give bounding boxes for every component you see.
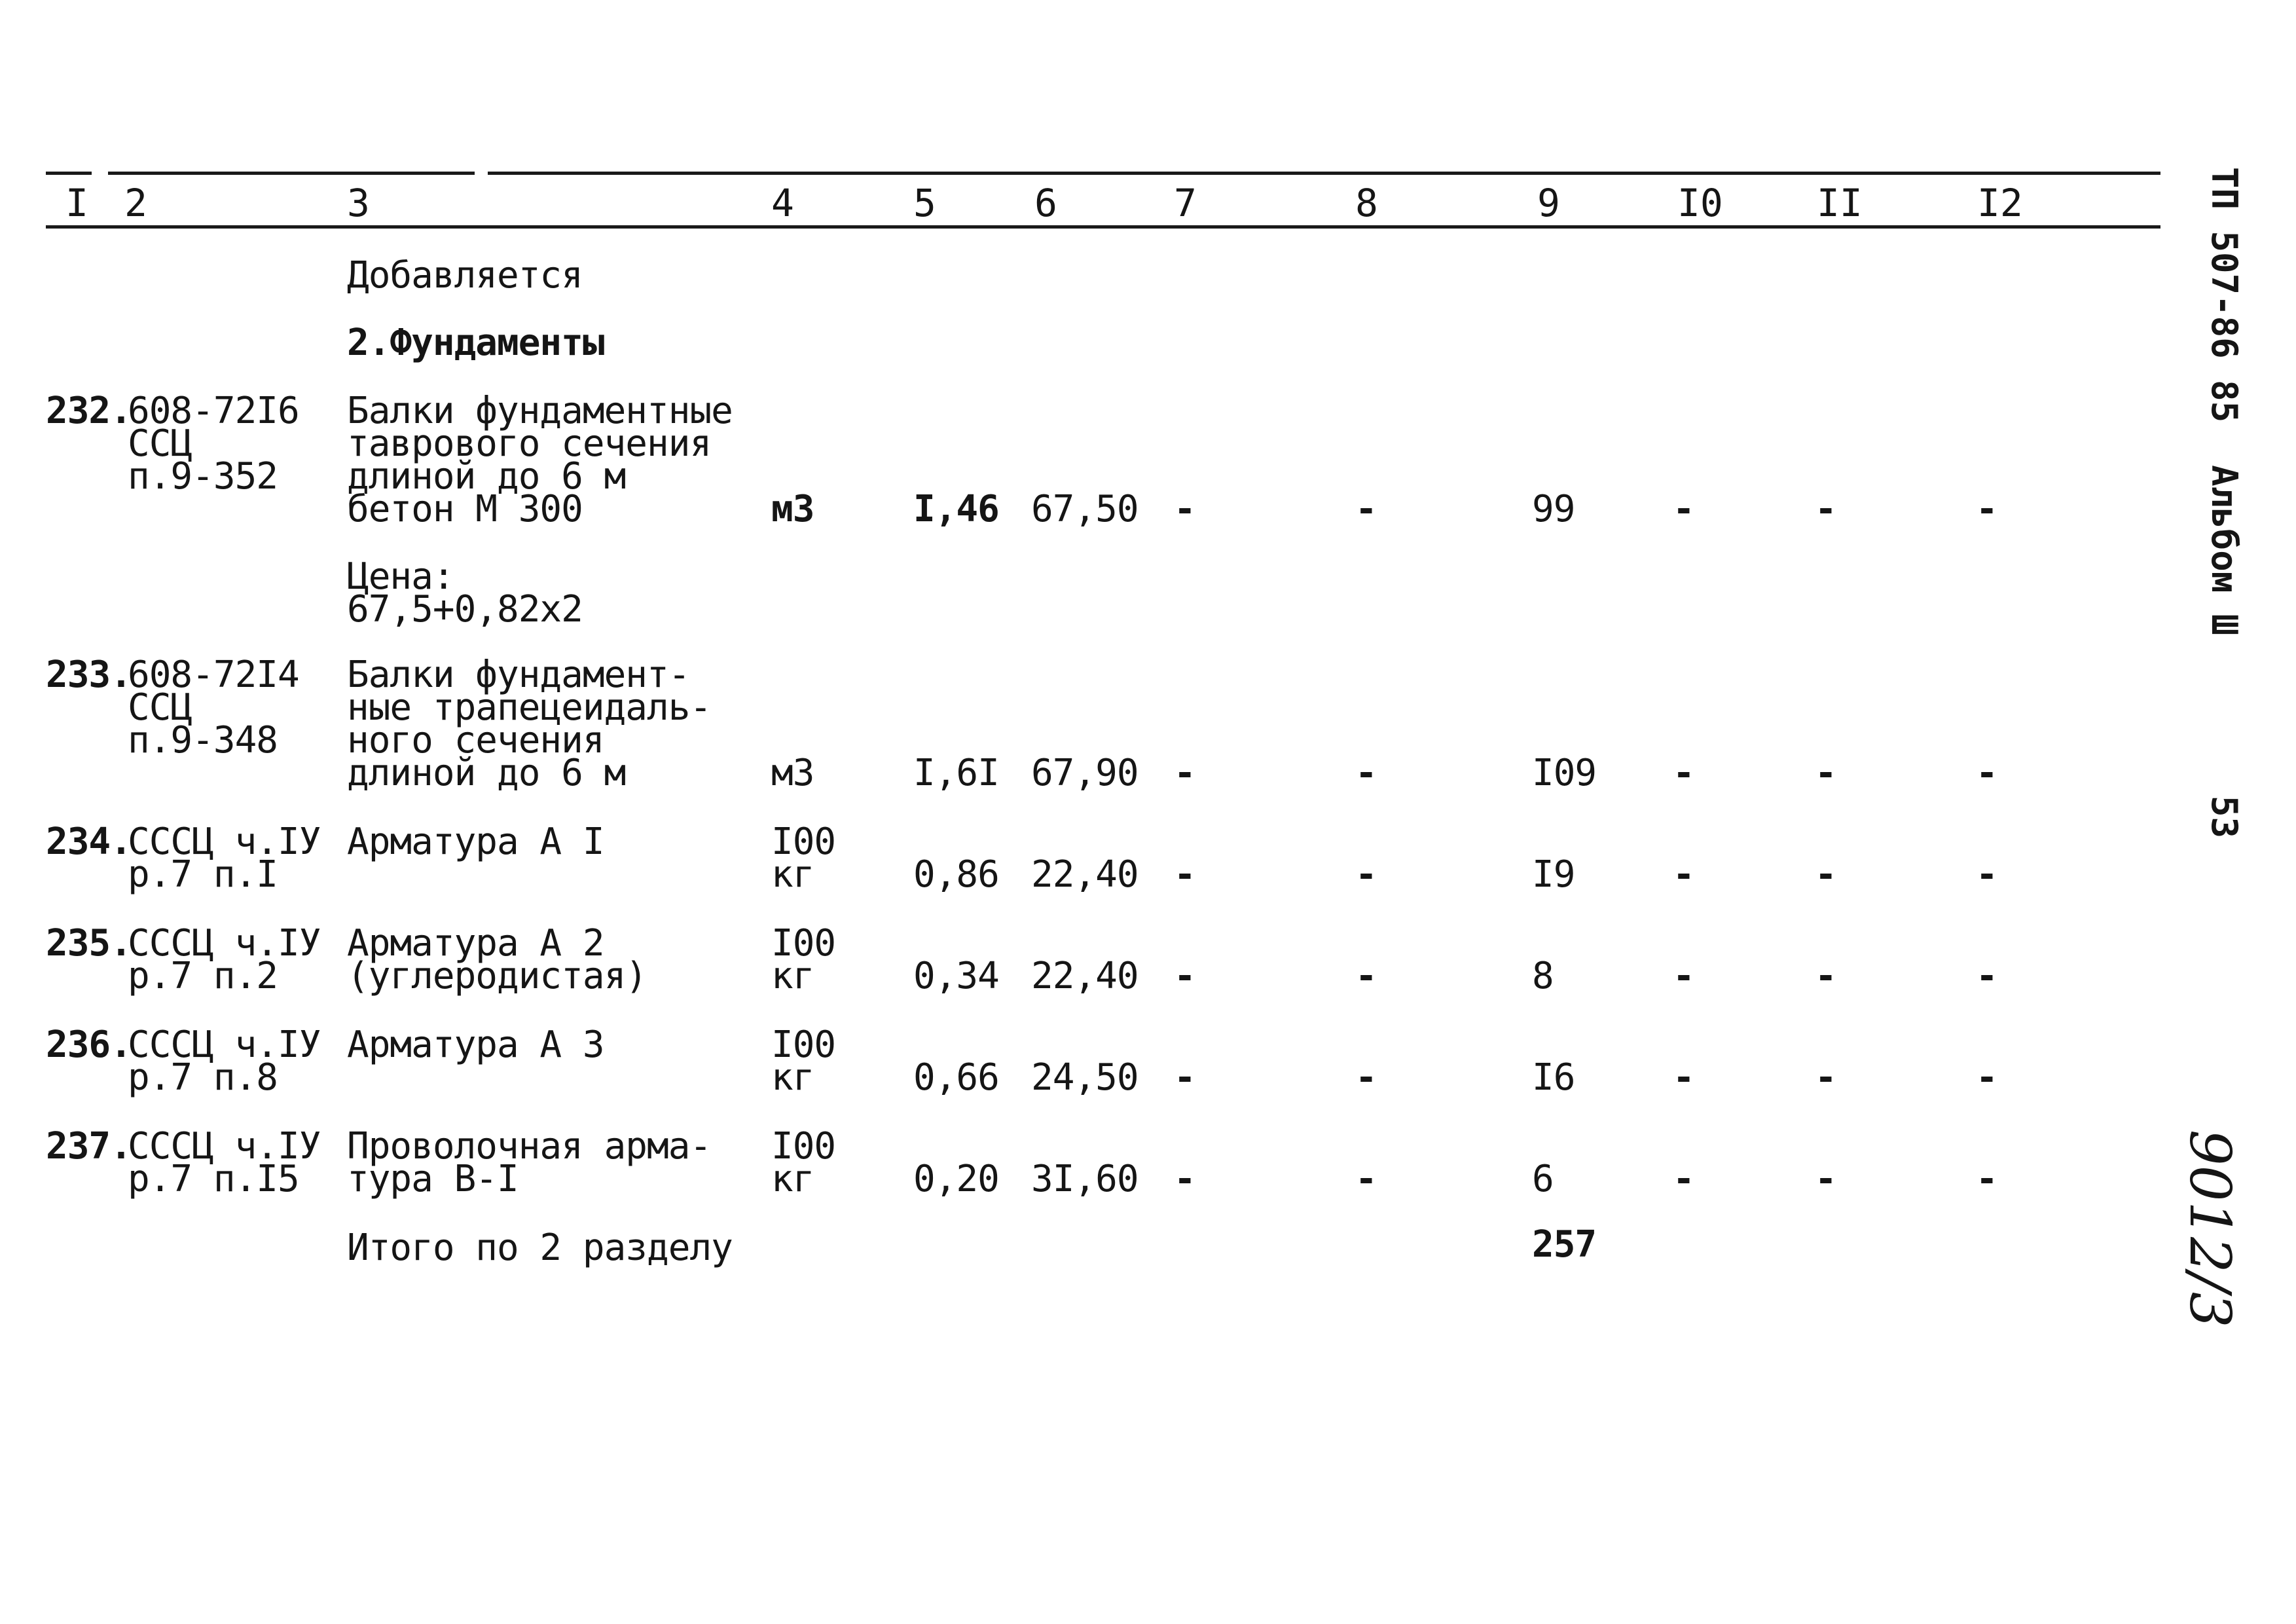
row-name-line: Балки фундамент- [347, 654, 690, 696]
row-name-line: Арматура А 2 [347, 922, 604, 965]
col-header-3: 3 [347, 181, 370, 225]
row-col10: - [1673, 853, 1694, 896]
top-rule-segment [46, 172, 92, 175]
row-name-line: длиной до 6 м [347, 752, 626, 794]
row-code-line: СССЦ ч.IУ [128, 922, 321, 965]
row-unit: кг [771, 955, 814, 997]
row-code-line: п.9-348 [128, 719, 278, 762]
row-col8: - [1355, 1158, 1377, 1200]
col-header-10: I0 [1677, 181, 1723, 225]
row-col7: - [1174, 488, 1195, 530]
row-name-line: ные трапецеидаль- [347, 686, 712, 729]
row-name-line: длиной до 6 м [347, 455, 626, 498]
row-price: 24,50 [1031, 1056, 1139, 1099]
row-number: 236. [46, 1024, 132, 1066]
row-code-line: 608-72I4 [128, 654, 299, 696]
side-document-code: ТП 507-86 85 Альбом Ш [2204, 167, 2245, 636]
price-note-line: 67,5+0,82x2 [347, 588, 583, 631]
row-name-line: таврового сечения [347, 422, 712, 465]
row-code-line: п.9-352 [128, 455, 278, 498]
row-unit: м3 [771, 752, 814, 794]
row-code-line: 608-72I6 [128, 390, 299, 432]
row-col8: - [1355, 1056, 1377, 1099]
row-quantity: I,6I [913, 752, 999, 794]
row-name-line: Балки фундаментные [347, 390, 733, 432]
col-header-6: 6 [1034, 181, 1057, 225]
row-col7: - [1174, 1158, 1195, 1200]
total-value: 257 [1532, 1223, 1597, 1266]
total-label: Итого по 2 разделу [347, 1227, 733, 1269]
row-quantity: 0,66 [913, 1056, 999, 1099]
row-price: 3I,60 [1031, 1158, 1139, 1200]
row-unit: кг [771, 1056, 814, 1099]
row-name-line: ного сечения [347, 719, 604, 762]
section-title: 2.Фундаменты [347, 322, 604, 364]
row-number: 237. [46, 1125, 132, 1168]
row-col12: - [1976, 955, 1997, 997]
row-name-line: Арматура А I [347, 821, 604, 863]
row-number: 235. [46, 922, 132, 965]
row-price: 22,40 [1031, 955, 1139, 997]
row-code-line: СССЦ ч.IУ [128, 821, 321, 863]
row-col7: - [1174, 955, 1195, 997]
row-col11: - [1815, 1158, 1836, 1200]
price-note-line: Цена: [347, 555, 454, 598]
row-unit: м3 [771, 488, 814, 530]
row-unit: I00 [771, 1125, 836, 1168]
row-col8: - [1355, 853, 1377, 896]
row-code-line: ССЦ [128, 422, 192, 465]
row-code-line: р.7 п.8 [128, 1056, 278, 1099]
row-price: 22,40 [1031, 853, 1139, 896]
row-price: 67,90 [1031, 752, 1139, 794]
row-code-line: р.7 п.I [128, 853, 278, 896]
col-header-5: 5 [913, 181, 936, 225]
row-col11: - [1815, 752, 1836, 794]
row-number: 233. [46, 654, 132, 696]
col-header-11: II [1817, 181, 1863, 225]
row-col12: - [1976, 752, 1997, 794]
col-header-4: 4 [771, 181, 794, 225]
row-col7: - [1174, 752, 1195, 794]
row-col8: - [1355, 488, 1377, 530]
added-label: Добавляется [347, 254, 583, 297]
top-rule-segment [488, 172, 2160, 175]
row-col8: - [1355, 955, 1377, 997]
row-code-line: СССЦ ч.IУ [128, 1125, 321, 1168]
row-name-line: бетон М 300 [347, 488, 583, 530]
row-col11: - [1815, 955, 1836, 997]
row-quantity: 0,86 [913, 853, 999, 896]
row-name-line: Арматура А 3 [347, 1024, 604, 1066]
row-number: 232. [46, 390, 132, 432]
page-number: 53 [2204, 796, 2245, 839]
row-unit: I00 [771, 922, 836, 965]
row-col8: - [1355, 752, 1377, 794]
row-price: 67,50 [1031, 488, 1139, 530]
row-col10: - [1673, 955, 1694, 997]
row-col10: - [1673, 1158, 1694, 1200]
col-header-7: 7 [1174, 181, 1197, 225]
row-col11: - [1815, 853, 1836, 896]
row-col7: - [1174, 1056, 1195, 1099]
row-col10: - [1673, 752, 1694, 794]
row-unit: I00 [771, 821, 836, 863]
row-col11: - [1815, 488, 1836, 530]
row-col12: - [1976, 1056, 1997, 1099]
row-col9: 8 [1532, 955, 1554, 997]
row-number: 234. [46, 821, 132, 863]
row-col9: I09 [1532, 752, 1597, 794]
row-code-line: ССЦ [128, 686, 192, 729]
row-quantity: 0,20 [913, 1158, 999, 1200]
row-unit: кг [771, 1158, 814, 1200]
row-col9: I6 [1532, 1056, 1575, 1099]
row-quantity: 0,34 [913, 955, 999, 997]
row-name-line: тура В-I [347, 1158, 519, 1200]
row-code-line: р.7 п.2 [128, 955, 278, 997]
row-code-line: СССЦ ч.IУ [128, 1024, 321, 1066]
row-quantity: I,46 [913, 488, 999, 530]
col-header-12: I2 [1977, 181, 2023, 225]
row-code-line: р.7 п.I5 [128, 1158, 299, 1200]
row-col12: - [1976, 488, 1997, 530]
row-col9: I9 [1532, 853, 1575, 896]
row-name-line: Проволочная арма- [347, 1125, 712, 1168]
row-col12: - [1976, 853, 1997, 896]
col-header-8: 8 [1355, 181, 1378, 225]
row-col10: - [1673, 1056, 1694, 1099]
row-col9: 99 [1532, 488, 1575, 530]
top-rule-segment [108, 172, 475, 175]
row-unit: кг [771, 853, 814, 896]
col-header-2: 2 [124, 181, 147, 225]
row-unit: I00 [771, 1024, 836, 1066]
col-header-9: 9 [1537, 181, 1560, 225]
col-header-1: I [65, 181, 88, 225]
row-col12: - [1976, 1158, 1997, 1200]
row-col7: - [1174, 853, 1195, 896]
row-col9: 6 [1532, 1158, 1554, 1200]
row-col10: - [1673, 488, 1694, 530]
row-col11: - [1815, 1056, 1836, 1099]
handwritten-mark: 9012/3 [2177, 1130, 2242, 1328]
row-name-line: (углеродистая) [347, 955, 647, 997]
header-bottom-rule [46, 225, 2160, 229]
